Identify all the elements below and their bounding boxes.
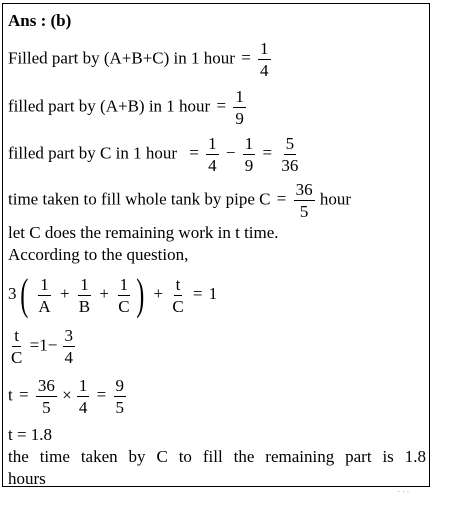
word: remaining [265,447,335,466]
numerator: t [175,274,181,294]
fraction [116,276,131,315]
numerator: 1 [260,39,269,58]
fraction [114,377,127,416]
fraction [77,276,92,315]
numerator: 1 [80,274,89,294]
minus-sign: − [225,143,236,163]
equals-sign: = [276,189,287,209]
numerator: 1 [235,87,244,106]
fraction [206,135,219,174]
left-paren: ( [19,270,28,319]
denominator: 9 [244,156,254,175]
denominator: C [172,296,184,316]
equals-sign: = [96,385,107,405]
denominator: 5 [299,202,309,221]
fraction [294,181,315,220]
numerator: 1 [40,274,49,294]
word: taken [80,447,118,466]
right-paren: ) [135,270,144,319]
fraction [63,327,76,366]
equals-sign: = [262,143,273,163]
line-according: According to the question, [8,245,189,264]
word: 1.8 [404,447,426,466]
filled-c-text: filled part by C in 1 hour [8,143,178,163]
one-value: 1 [39,335,48,355]
fraction [233,88,246,127]
equals-sign: = [18,385,29,405]
denominator: 4 [260,61,269,80]
denominator: 5 [115,398,125,417]
minus-sign: − [47,335,58,355]
answer-box [2,3,430,487]
denominator: 4 [78,398,88,417]
fraction [9,327,24,366]
plus-sign: + [99,283,109,303]
numerator: 1 [78,376,88,395]
line-final-answer [8,448,426,465]
numerator: t [14,326,20,345]
word: time [39,447,70,466]
word: part [345,447,372,466]
equals-sign: = [241,48,251,68]
word: fill [202,447,223,466]
numerator: 36 [295,180,313,199]
word: is [382,447,394,466]
numerator: 3 [64,326,74,345]
line-filled-ab [8,88,247,127]
line-filled-abc [8,40,272,79]
numerator: 36 [37,376,55,395]
denominator: 5 [42,398,51,417]
line-t-over-c [8,327,76,366]
denominator: A [38,296,51,316]
word: to [178,447,192,466]
equals-sign: = [216,96,227,116]
word: C [156,447,168,466]
denominator: 4 [64,348,74,367]
answer-label: Ans : (b) [8,11,72,30]
word: the [233,447,255,466]
fraction [170,276,185,315]
fraction [258,40,271,79]
denominator: C [118,296,130,316]
t-variable: t [8,385,13,405]
line-let-c: let C does the remaining work in t time. [8,223,279,242]
numerator: 1 [119,274,129,294]
filled-abc-text: Filled part by (A+B+C) in 1 hour [8,48,235,68]
line-hours: hours [8,469,46,488]
numerator: 5 [285,134,295,153]
equals-sign: = [29,335,40,355]
times-sign: × [62,385,72,405]
numerator: 9 [115,376,125,395]
filled-ab-text: filled part by (A+B) in 1 hour [8,96,211,116]
denominator: 9 [235,109,244,128]
fraction [36,276,52,315]
line-t-value [8,377,127,416]
coefficient: 3 [8,283,17,303]
time-taken-text: time taken to fill whole tank by pipe C [8,189,271,209]
denominator: B [78,296,91,316]
numerator: 1 [244,134,254,153]
equals-sign: = [192,283,203,303]
denominator: 4 [208,156,217,175]
line-time-taken [8,181,351,220]
line-filled-c [8,135,301,174]
fraction [77,377,90,416]
denominator: 36 [281,156,299,175]
line-equation [8,270,218,319]
plus-sign: + [59,283,70,303]
word: by [128,447,146,466]
footer-mark: · · · [398,488,410,496]
fraction [279,135,300,174]
fraction [243,135,256,174]
denominator: C [11,348,23,367]
rhs-value: 1 [208,283,218,303]
fraction [36,377,57,416]
equals-sign: = [189,143,199,163]
plus-sign: + [153,283,164,303]
line-t-result: t = 1.8 [8,425,53,444]
word: the [8,447,29,466]
numerator: 1 [208,134,217,153]
unit-hour: hour [319,189,352,209]
